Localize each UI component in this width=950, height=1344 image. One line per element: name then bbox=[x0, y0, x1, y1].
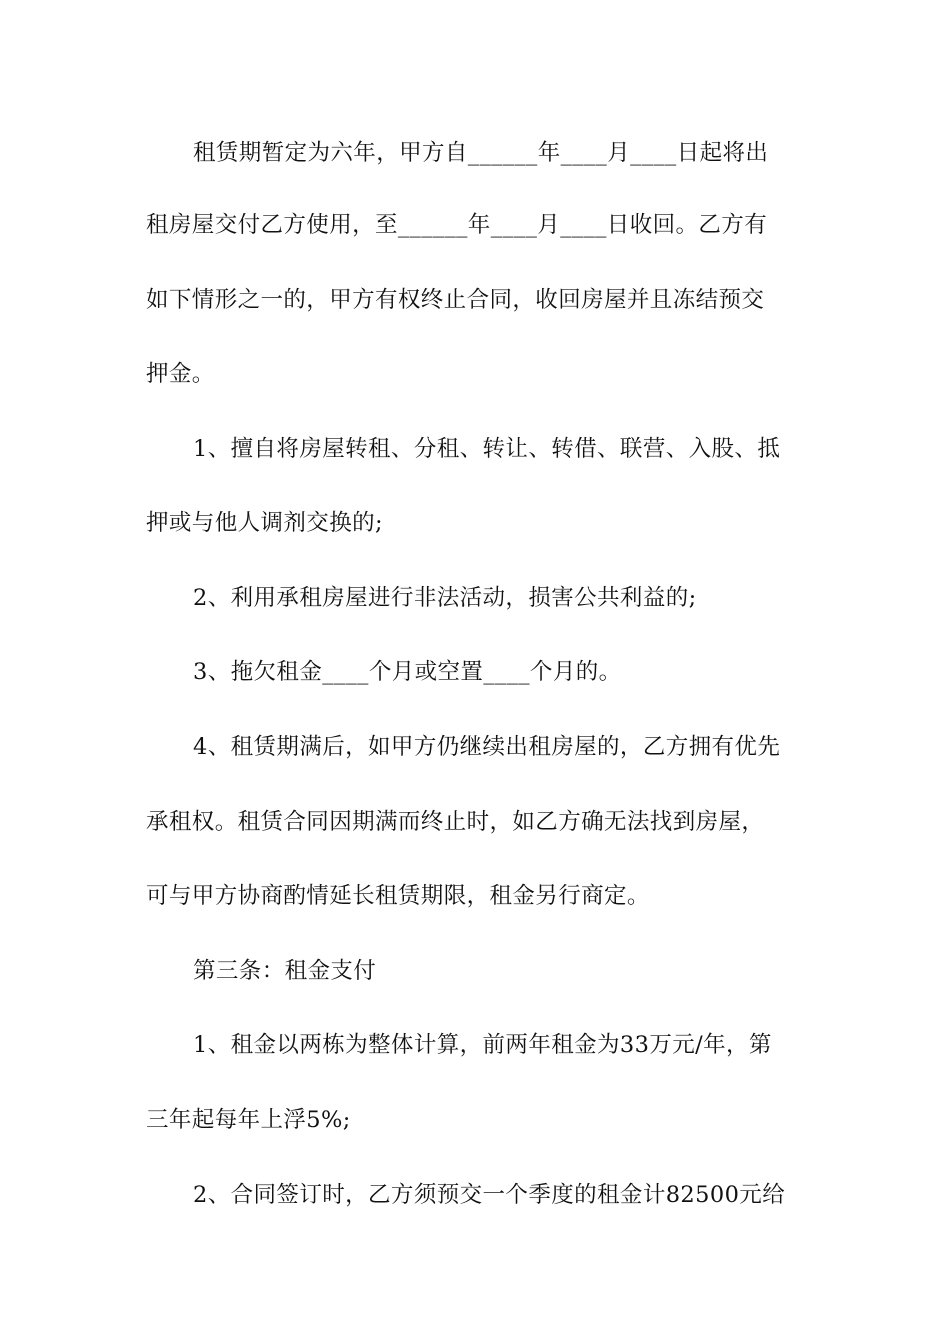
paragraph-line: 租赁期暂定为六年，甲方自______年____月____日起将出 bbox=[193, 140, 769, 166]
list-item-line: 押或与他人调剂交换的; bbox=[146, 510, 383, 536]
list-item-line: 2、合同签订时，乙方须预交一个季度的租金计82500元给 bbox=[193, 1182, 786, 1208]
list-item-line: 承租权。租赁合同因期满而终止时，如乙方确无法找到房屋， bbox=[146, 809, 765, 835]
list-item-line: 4、租赁期满后，如甲方仍继续出租房屋的，乙方拥有优先 bbox=[193, 734, 781, 760]
paragraph-line: 如下情形之一的，甲方有权终止合同，收回房屋并且冻结预交 bbox=[146, 287, 765, 313]
paragraph-line: 租房屋交付乙方使用，至______年____月____日收回。乙方有 bbox=[146, 212, 768, 238]
list-item-line: 三年起每年上浮5%; bbox=[146, 1107, 351, 1133]
section-heading: 第三条：租金支付 bbox=[193, 958, 377, 984]
list-item-line: 3、拖欠租金____个月或空置____个月的。 bbox=[193, 659, 622, 685]
list-item-line: 2、利用承租房屋进行非法活动，损害公共利益的; bbox=[193, 585, 697, 611]
list-item-line: 1、租金以两栋为整体计算，前两年租金为33万元/年，第 bbox=[193, 1032, 772, 1058]
paragraph-line: 押金。 bbox=[146, 361, 215, 387]
list-item-line: 1、擅自将房屋转租、分租、转让、转借、联营、入股、抵 bbox=[193, 436, 781, 462]
list-item-line: 可与甲方协商酌情延长租赁期限，租金另行商定。 bbox=[146, 883, 650, 909]
